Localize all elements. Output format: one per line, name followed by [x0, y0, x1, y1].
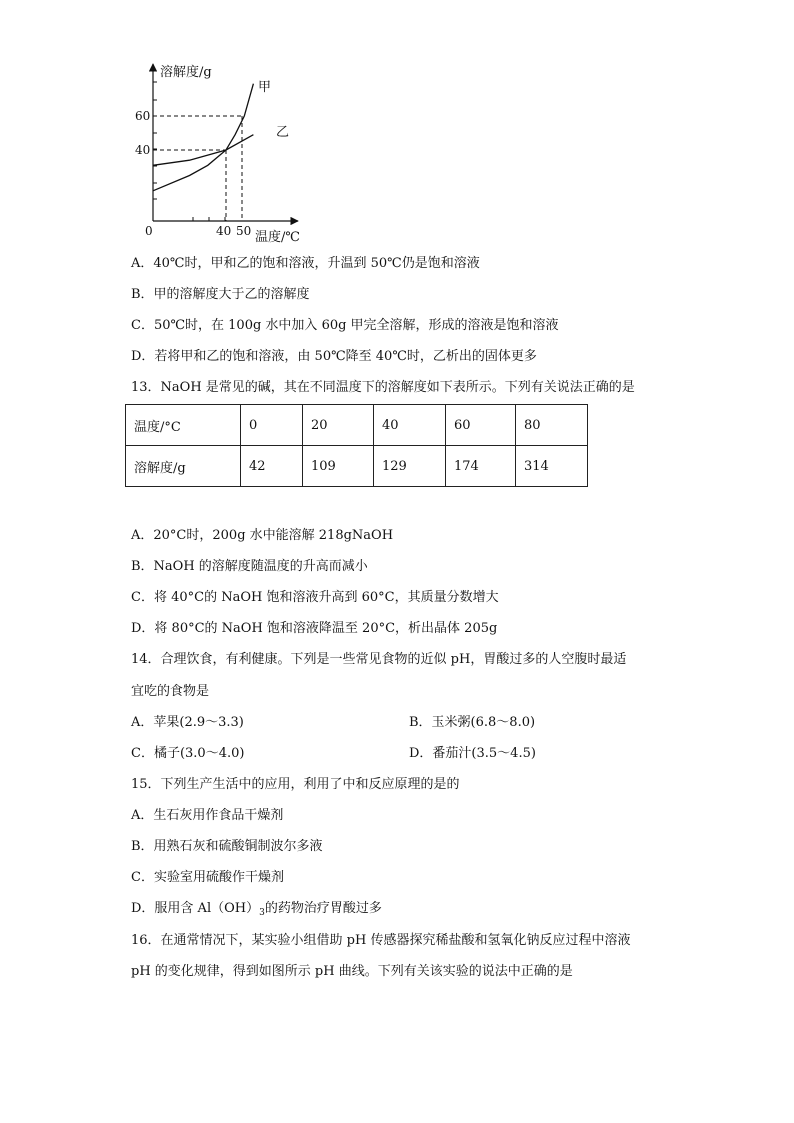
- q14-option-b: B．玉米粥(6.8～8.0): [409, 715, 536, 730]
- table-cell: 80: [516, 405, 588, 446]
- series-label-jia: 甲: [258, 80, 272, 95]
- q15-option-a: A．生石灰用作食品干燥剂: [131, 808, 284, 823]
- q15-option-d-text: D．服用含 Al（OH）: [131, 901, 260, 916]
- q15-stem: 15．下列生产生活中的应用，利用了中和反应原理的是的: [131, 777, 460, 792]
- q16-stem-line2: pH 的变化规律，得到如图所示 pH 曲线。下列有关该实验的说法中正确的是: [131, 964, 573, 979]
- q13-option-a: A．20°C时，200g 水中能溶解 218gNaOH: [131, 528, 394, 543]
- q14-option-c: C．橘子(3.0～4.0): [131, 746, 245, 761]
- y-tick-label-60: 60: [135, 109, 151, 123]
- x-axis-label: 温度/℃: [255, 230, 300, 245]
- table-cell: 129: [374, 446, 446, 487]
- subscript-3: 3: [259, 908, 265, 918]
- q15-option-d-text-end: 的药物治疗胃酸过多: [264, 901, 382, 916]
- x-tick-label-50: 50: [236, 224, 252, 238]
- q12-option-a: A．40℃时，甲和乙的饱和溶液，升温到 50℃仍是饱和溶液: [131, 256, 480, 271]
- q14-stem-line2: 宜吃的食物是: [131, 684, 210, 699]
- q16-stem-line1: 16．在通常情况下，某实验小组借助 pH 传感器探究稀盐酸和氢氧化钠反应过程中溶液: [131, 933, 631, 948]
- table-cell: 溶解度/g: [126, 446, 241, 487]
- table-cell: 20: [303, 405, 374, 446]
- table-cell: 温度/°C: [126, 405, 241, 446]
- q15-option-b: B．用熟石灰和硫酸铜制波尔多液: [131, 839, 323, 854]
- q14-option-a: A．苹果(2.9～3.3): [131, 715, 244, 730]
- y-tick-label-40: 40: [135, 143, 151, 157]
- q15-option-d: [131, 901, 382, 921]
- table-cell: 174: [446, 446, 516, 487]
- q13-stem: 13．NaOH 是常见的碱，其在不同温度下的溶解度如下表所示。下列有关说法正确的是: [131, 380, 635, 395]
- table-cell: 0: [241, 405, 303, 446]
- table-cell: 42: [241, 446, 303, 487]
- y-axis-ticks: [153, 82, 157, 199]
- q13-option-c: C．将 40°C的 NaOH 饱和溶液升高到 60°C，其质量分数增大: [131, 590, 499, 605]
- q12-option-d: D．若将甲和乙的饱和溶液，由 50℃降至 40℃时，乙析出的固体更多: [131, 349, 537, 364]
- table-row: [126, 446, 588, 487]
- table-cell: 314: [516, 446, 588, 487]
- q14-option-d: D．番茄汁(3.5～4.5): [409, 746, 536, 761]
- table-cell: 60: [446, 405, 516, 446]
- guide-lines: [153, 116, 242, 221]
- q12-option-c: C．50℃时，在 100g 水中加入 60g 甲完全溶解，形成的溶液是饱和溶液: [131, 318, 559, 333]
- q13-option-b: B．NaOH 的溶解度随温度的升高而减小: [131, 559, 368, 574]
- q13-option-d: D．将 80°C的 NaOH 饱和溶液降温至 20°C，析出晶体 205g: [131, 621, 498, 636]
- solubility-table: [125, 404, 588, 487]
- q15-option-c: C．实验室用硫酸作干燥剂: [131, 870, 284, 885]
- table-cell: 109: [303, 446, 374, 487]
- q14-stem-line1: 14．合理饮食，有利健康。下列是一些常见食物的近似 pH，胃酸过多的人空腹时最适: [131, 652, 627, 667]
- series-label-yi: 乙: [276, 125, 290, 140]
- table-cell: 40: [374, 405, 446, 446]
- y-axis-label: 溶解度/g: [160, 65, 212, 80]
- table-row: [126, 405, 588, 446]
- solubility-chart: [128, 58, 308, 248]
- series-jia-line: [153, 84, 253, 191]
- x-tick-label-40: 40: [216, 224, 232, 238]
- origin-label: 0: [145, 224, 153, 238]
- q12-option-b: B．甲的溶解度大于乙的溶解度: [131, 287, 310, 302]
